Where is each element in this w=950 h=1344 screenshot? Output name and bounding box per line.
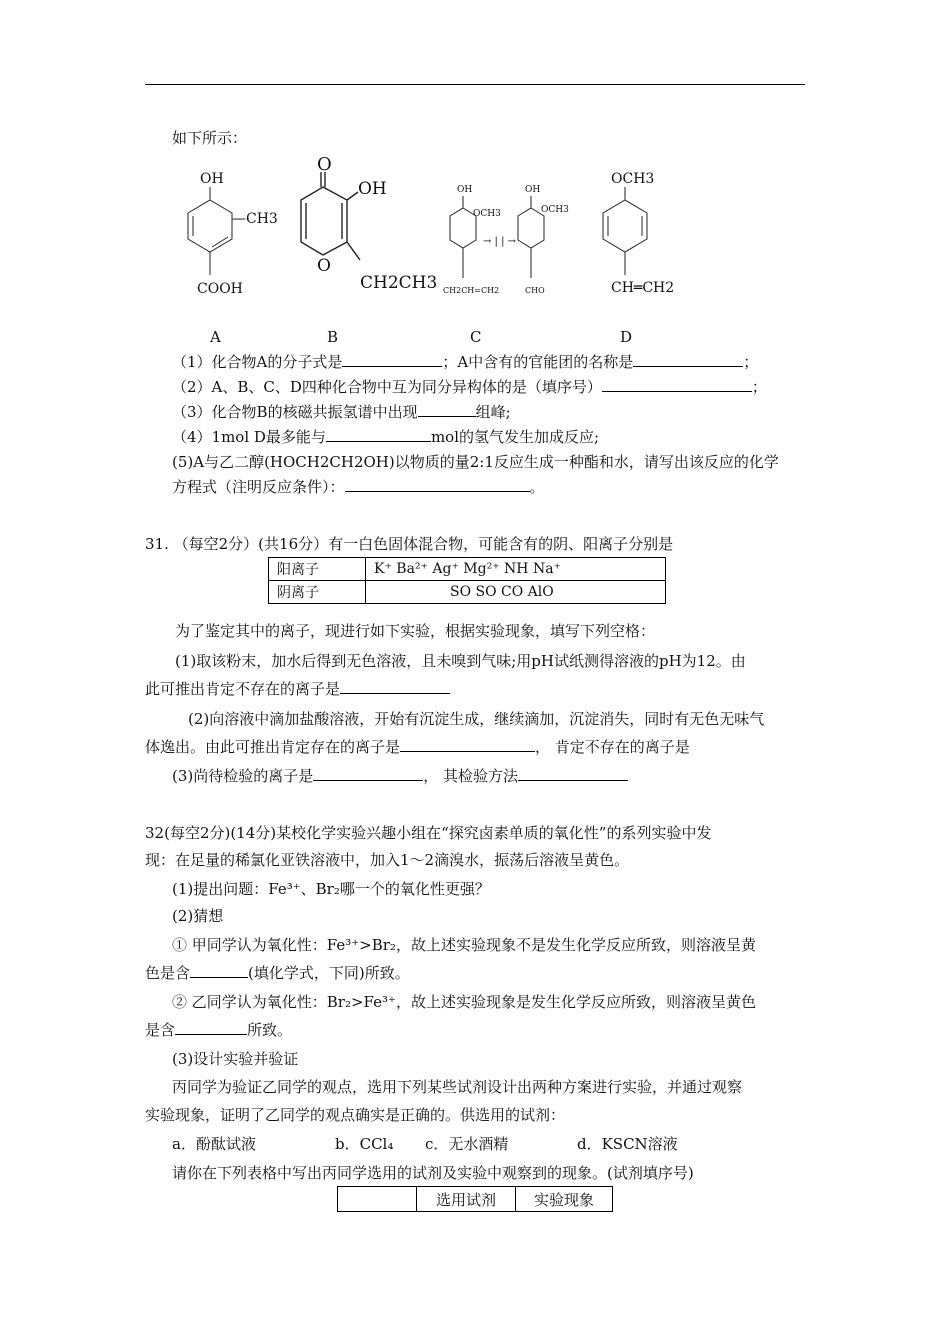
structure-b bbox=[290, 150, 438, 300]
structure-a bbox=[170, 165, 290, 305]
answer-blank[interactable] bbox=[400, 737, 535, 752]
q30-line3: （3）化合物B的核磁共振氢谱中出现 组峰; bbox=[172, 403, 511, 421]
q32-s4a: ② 乙同学认为氧化性：Br₂>Fe³⁺，故上述实验现象是发生化学反应所致，则溶液呈黄色 bbox=[172, 993, 756, 1011]
structure-d bbox=[585, 165, 695, 305]
answer-blank[interactable] bbox=[518, 766, 628, 781]
a-ch3-label: —CH3 bbox=[232, 211, 278, 227]
answer-blank[interactable] bbox=[602, 377, 752, 392]
b-ring-o: O bbox=[317, 256, 331, 276]
q32-heading-1: 32(每空2分)(14分)某校化学实验兴趣小组在“探究卤素单质的氧化性”的系列实验中发 bbox=[145, 824, 712, 842]
c-left-sub: CH2CH=CH2 bbox=[443, 286, 500, 295]
anion-label: 阴离子 bbox=[269, 581, 366, 604]
label-c: C bbox=[470, 328, 482, 346]
q31-p2a: (2)向溶液中滴加盐酸溶液，开始有沉淀生成，继续滴加，沉淀消失，同时有无色无味气 bbox=[188, 710, 765, 728]
answer-blank[interactable] bbox=[633, 352, 743, 367]
ion-table bbox=[268, 557, 666, 604]
q30-line1: （1）化合物A的分子式是 ；A中含有的官能团的名称是 ； bbox=[172, 353, 759, 371]
label-a: A bbox=[210, 328, 221, 346]
c-arrow: → | | → bbox=[483, 236, 517, 247]
q31-p2b: 体逸出。由此可推出肯定存在的离子是 ， 肯定不存在的离子是 bbox=[145, 738, 690, 756]
answer-blank[interactable] bbox=[313, 766, 423, 781]
q32-s6b: 实验现象，证明了乙同学的观点确实是正确的。供选用的试剂： bbox=[145, 1106, 566, 1124]
c-right-och3: OCH3 bbox=[541, 205, 569, 215]
q30-line5: (5)A与乙二醇(HOCH2CH2OH)以物质的量2:1反应生成一种酯和水，请写出该反应的化学 bbox=[172, 453, 779, 471]
label-b: B bbox=[327, 328, 339, 346]
exp-col-phenomenon: 实验现象 bbox=[516, 1187, 613, 1212]
q30-line4: （4）1mol D最多能与 mol的氢气发生加成反应; bbox=[172, 428, 600, 446]
label-d: D bbox=[620, 328, 633, 346]
b-oh-label: OH bbox=[358, 179, 387, 199]
q31-p1b: 此可推出肯定不存在的离子是 bbox=[145, 679, 450, 699]
q32-s5: (3)设计实验并验证 bbox=[172, 1050, 299, 1068]
q31-heading: 31. （每空2分）(共16分）有一白色固体混合物，可能含有的阴、阳离子分别是 bbox=[145, 535, 674, 553]
answer-blank[interactable] bbox=[340, 679, 450, 694]
c-right-sub: CHO bbox=[525, 286, 545, 295]
q32-s6a: 丙同学为验证乙同学的观点，选用下列某些试剂设计出两种方案进行实验，并通过观察 bbox=[172, 1078, 743, 1096]
answer-blank[interactable] bbox=[326, 427, 431, 442]
cation-label: 阳离子 bbox=[269, 558, 366, 581]
exp-col-reagent: 选用试剂 bbox=[417, 1187, 516, 1212]
exp-col-blank[interactable] bbox=[338, 1187, 417, 1212]
q32-s3a: ① 甲同学认为氧化性：Fe³⁺>Br₂，故上述实验现象不是发生化学反应所致，则溶液呈黄 bbox=[172, 936, 756, 954]
answer-blank[interactable] bbox=[345, 477, 530, 492]
q32-s3b: 色是含 (填化学式，下同)所致。 bbox=[145, 964, 410, 982]
answer-blank[interactable] bbox=[175, 1020, 247, 1035]
q32-s4b: 是含 所致。 bbox=[145, 1021, 293, 1039]
structure-c bbox=[443, 178, 578, 303]
a-cooh-label: COOH bbox=[197, 281, 243, 297]
intro-text: 如下所示： bbox=[172, 129, 248, 147]
answer-blank[interactable] bbox=[342, 352, 442, 367]
q32-heading-2: 现：在足量的稀氯化亚铁溶液中，加入1～2滴溴水，振荡后溶液呈黄色。 bbox=[145, 851, 630, 869]
q32-s2: (2)猜想 bbox=[172, 907, 224, 925]
q32-s1: (1)提出问题：Fe³⁺、Br₂哪一个的氧化性更强？ bbox=[172, 880, 490, 898]
reagent-a: a．酚酞试液 bbox=[172, 1135, 256, 1153]
q30-line6: 方程式（注明反应条件）： 。 bbox=[172, 478, 545, 496]
experiment-table bbox=[337, 1186, 613, 1212]
answer-blank[interactable] bbox=[190, 963, 248, 978]
b-ethyl-label: CH2CH3 bbox=[360, 273, 438, 293]
d-vinyl-label: CH═CH2 bbox=[611, 280, 675, 296]
answer-blank[interactable] bbox=[418, 402, 476, 417]
anion-values: SO SO CO AlO bbox=[366, 581, 666, 604]
q30-line2: （2）A、B、C、D四种化合物中互为同分异构体的是（填序号） ； bbox=[172, 378, 767, 396]
reagent-b: b．CCl₄ bbox=[335, 1135, 394, 1153]
reagent-d: d．KSCN溶液 bbox=[577, 1135, 678, 1153]
q31-p1a: (1)取该粉末，加水后得到无色溶液，且未嗅到气味;用pH试纸测得溶液的pH为12。由 bbox=[175, 652, 746, 670]
q31-p3: (3)尚待检验的离子是 ， 其检验方法 bbox=[172, 766, 628, 786]
q31-intro: 为了鉴定其中的离子，现进行如下实验，根据实验现象，填写下列空格： bbox=[175, 622, 656, 640]
c-left-oh: OH bbox=[457, 185, 473, 195]
reagent-c: c．无水酒精 bbox=[425, 1135, 509, 1153]
c-right-oh: OH bbox=[525, 185, 541, 195]
d-och3-label: OCH3 bbox=[611, 171, 655, 187]
q32-s7: 请你在下列表格中写出丙同学选用的试剂及实验中观察到的现象。(试剂填序号) bbox=[172, 1164, 694, 1182]
cation-values: K⁺ Ba²⁺ Ag⁺ Mg²⁺ NH Na⁺ bbox=[366, 558, 666, 581]
a-oh-label: OH bbox=[200, 171, 224, 187]
c-left-och3: OCH3 bbox=[473, 209, 501, 219]
b-carbonyl-o: O bbox=[317, 154, 332, 175]
header-rule bbox=[145, 84, 805, 85]
